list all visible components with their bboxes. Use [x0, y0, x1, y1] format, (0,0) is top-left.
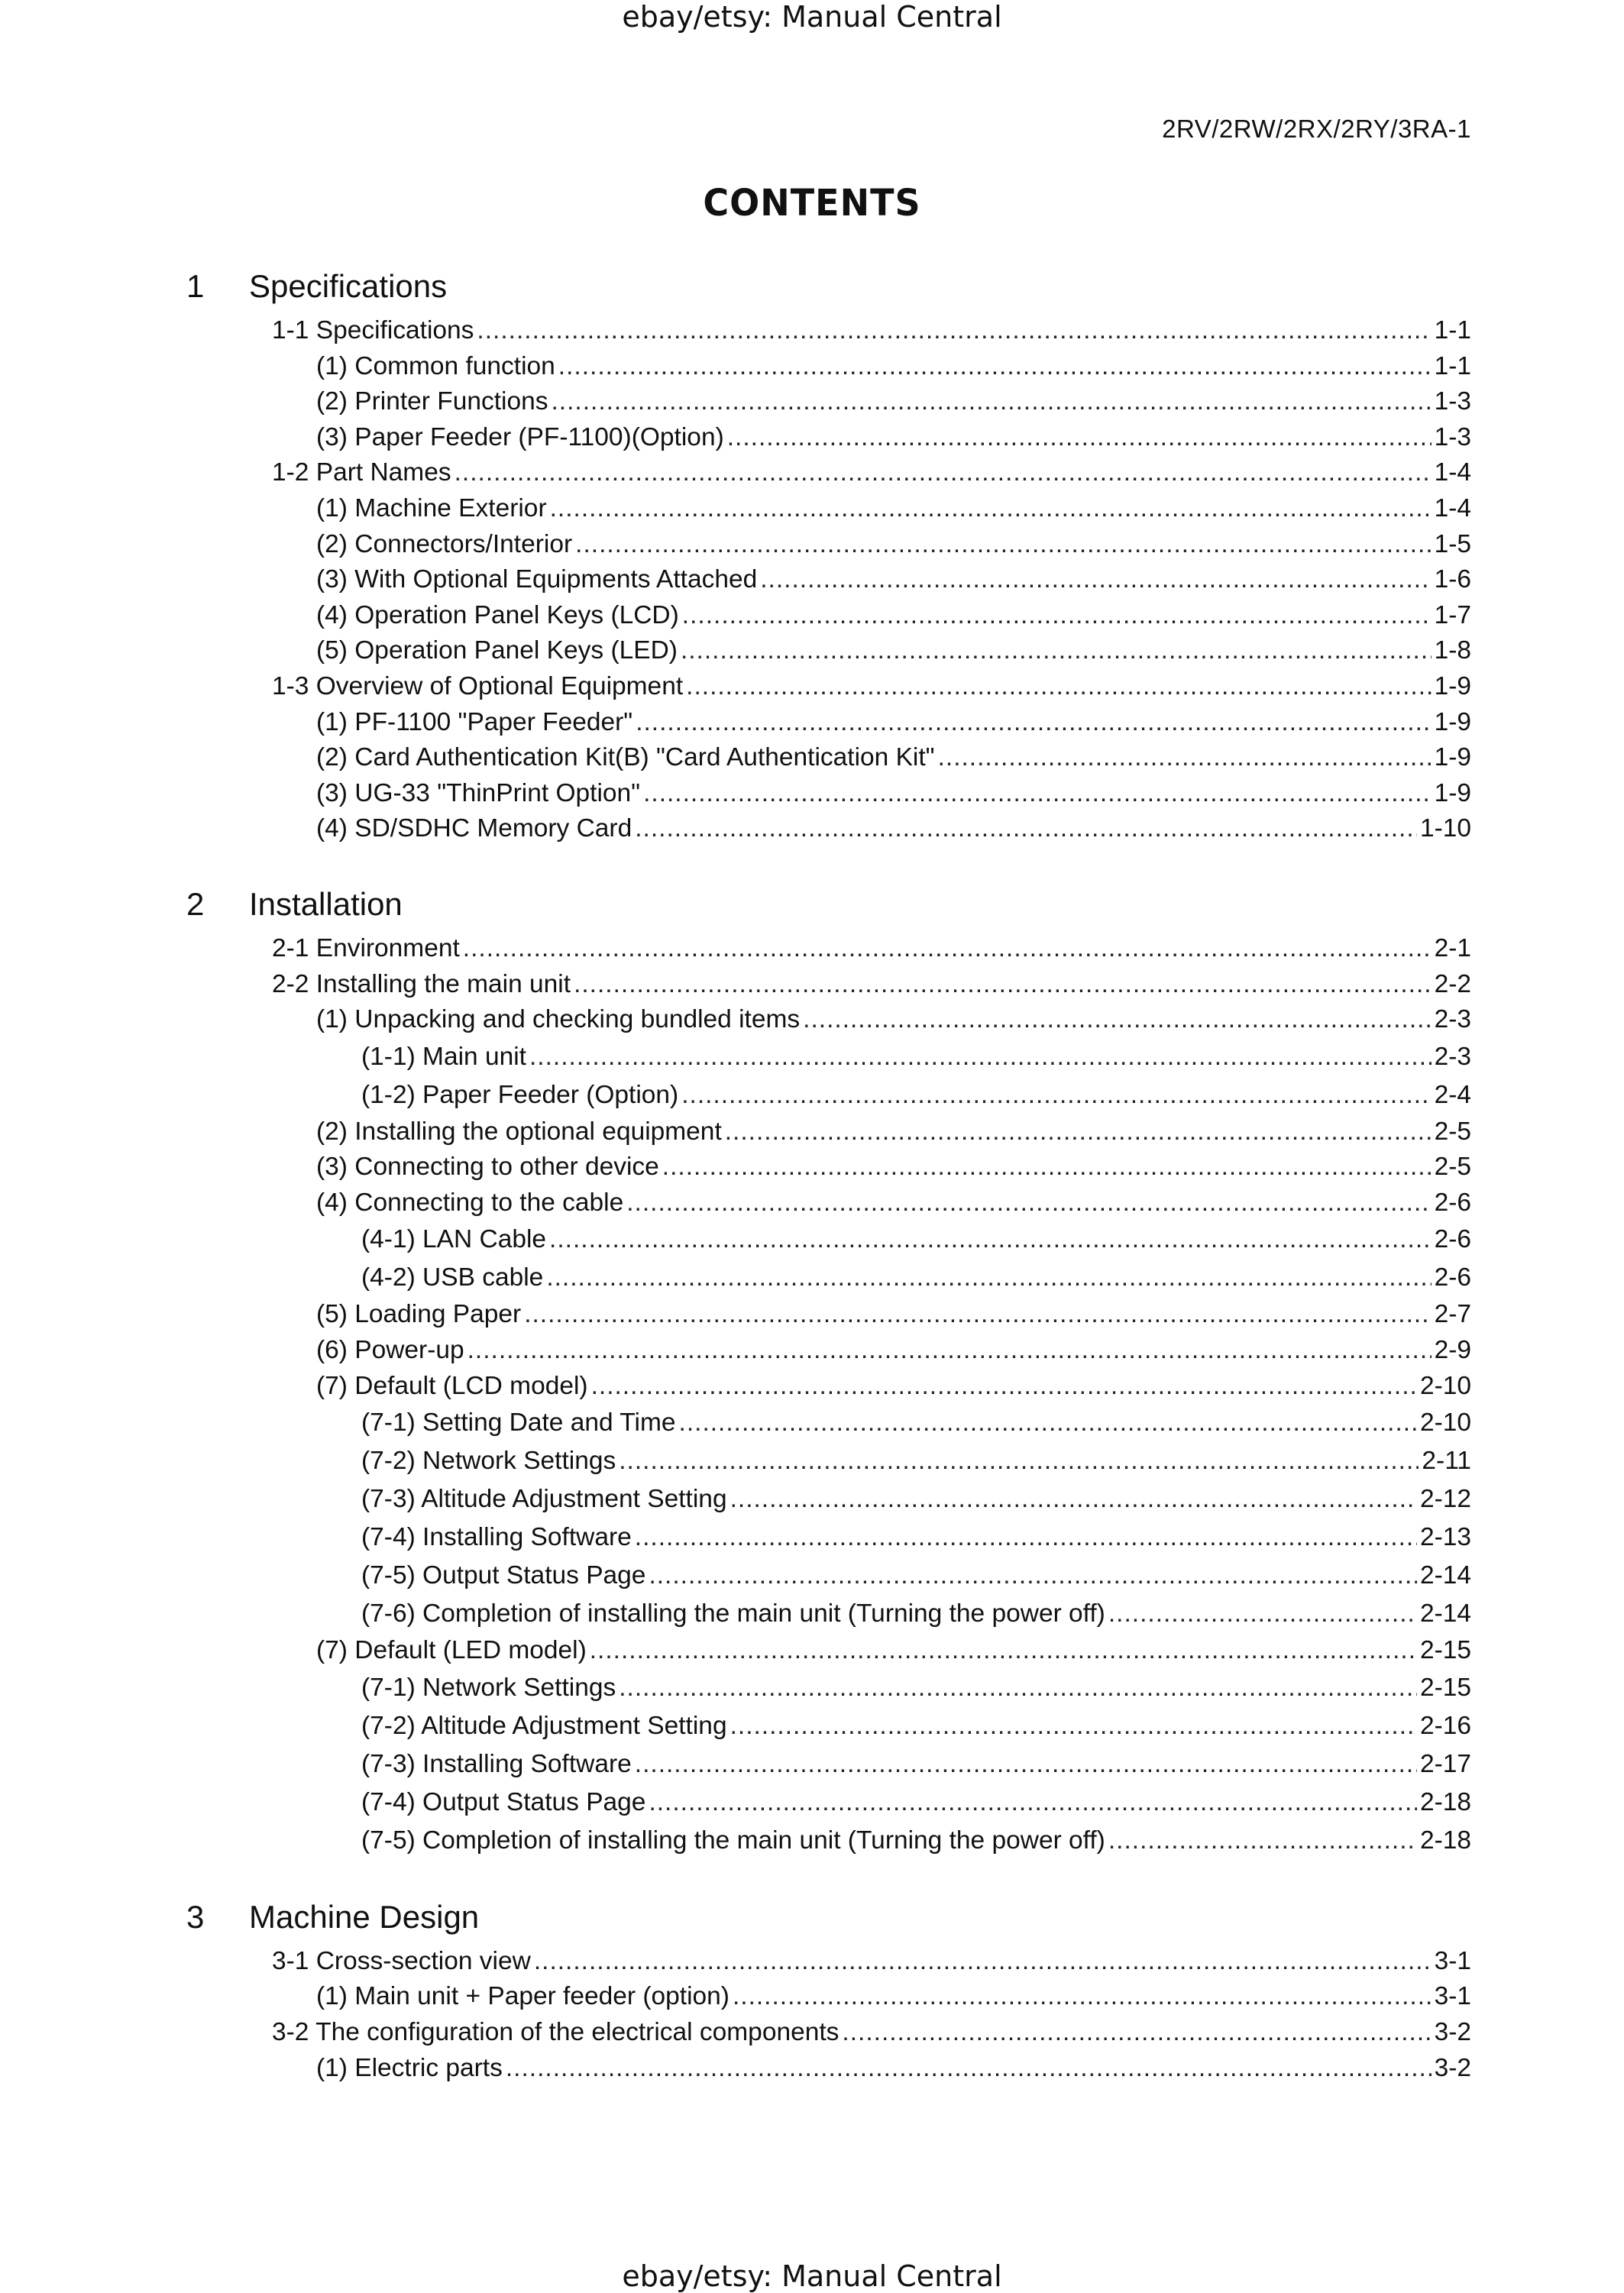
toc-entry-page: 3-1 — [1434, 1982, 1471, 2011]
toc-entry-1-3-4[interactable] — [0, 811, 1624, 847]
toc-entry-label: (7) Default (LED model) — [316, 1636, 587, 1665]
toc-entry-label: 3-1 Cross-section view — [272, 1946, 531, 1975]
toc-entry-1-3-3[interactable] — [0, 776, 1624, 812]
dot-leader — [760, 562, 1431, 598]
chapter-1 — [0, 260, 1624, 847]
dot-leader — [1108, 1822, 1417, 1860]
toc-entry-1-3-1[interactable] — [0, 705, 1624, 741]
toc-entry-label: (1) Electric parts — [316, 2053, 503, 2082]
toc-entry-label: (2) Installing the optional equipment — [316, 1117, 722, 1146]
toc-entry-3-2[interactable] — [0, 2015, 1624, 2051]
toc-entry-2-2-7-3-led[interactable] — [0, 1745, 1624, 1784]
toc-entry-page: 2-17 — [1419, 1749, 1471, 1778]
toc-entry-1-2-4[interactable] — [0, 598, 1624, 634]
dot-leader — [682, 598, 1432, 634]
toc-entry-2-2-4[interactable] — [0, 1185, 1624, 1221]
toc-entry-1-2-3[interactable] — [0, 562, 1624, 598]
dot-leader — [635, 811, 1417, 847]
toc-entry-label: 1-3 Overview of Optional Equipment — [272, 671, 684, 700]
toc-entry-2-2-7-led[interactable] — [0, 1633, 1624, 1669]
toc-entry-3-2-1[interactable] — [0, 2051, 1624, 2087]
dot-leader — [635, 1518, 1417, 1557]
chapter-2 — [0, 878, 1624, 1860]
toc-entry-2-2-7-4-lcd[interactable] — [0, 1518, 1624, 1557]
toc-entry-page: 1-1 — [1434, 351, 1471, 380]
toc-entry-label: (1) Unpacking and checking bundled items — [316, 1005, 801, 1034]
toc-entry-page: 2-2 — [1434, 969, 1471, 998]
toc-entry-1-1-3[interactable] — [0, 420, 1624, 456]
toc-entry-label: (4) Connecting to the cable — [316, 1188, 624, 1217]
dot-leader — [590, 1633, 1417, 1669]
toc-entry-2-2-6[interactable] — [0, 1333, 1624, 1369]
toc-entry-page: 1-6 — [1434, 565, 1471, 594]
dot-leader — [550, 491, 1432, 527]
dot-leader — [730, 1480, 1417, 1518]
dot-leader — [730, 1707, 1417, 1745]
toc-entry-page: 2-12 — [1419, 1485, 1471, 1514]
toc-entry-1-2[interactable] — [0, 455, 1624, 491]
toc-entry-label: (3) Connecting to other device — [316, 1153, 659, 1182]
toc-entry-label: 1-2 Part Names — [272, 458, 451, 487]
dot-leader — [455, 455, 1432, 491]
dot-leader — [574, 967, 1432, 1003]
toc-entry-page: 2-18 — [1419, 1787, 1471, 1816]
dot-leader — [575, 527, 1431, 563]
toc-entry-label: (4) SD/SDHC Memory Card — [316, 814, 632, 843]
toc-entry-page: 1-5 — [1434, 529, 1471, 558]
dot-leader — [649, 1784, 1417, 1822]
toc-entry-page: 1-4 — [1434, 493, 1471, 522]
toc-entry-label: (7-2) Altitude Adjustment Setting — [361, 1711, 727, 1740]
toc-entry-page: 3-2 — [1434, 2018, 1471, 2047]
toc-entry-2-2-7-5-lcd[interactable] — [0, 1557, 1624, 1595]
toc-entry-page: 2-14 — [1419, 1599, 1471, 1628]
dot-leader — [558, 349, 1432, 385]
toc-entry-label: (7-3) Altitude Adjustment Setting — [361, 1485, 727, 1514]
dot-leader — [842, 2015, 1431, 2051]
toc-entry-1-2-1[interactable] — [0, 491, 1624, 527]
toc-entry-label: (4) Operation Panel Keys (LCD) — [316, 600, 679, 629]
toc-entry-label: 2-1 Environment — [272, 933, 460, 962]
dot-leader — [679, 1404, 1417, 1442]
dot-leader — [803, 1002, 1431, 1038]
dot-leader — [1108, 1595, 1417, 1633]
dot-leader — [635, 1745, 1417, 1784]
toc-entry-page: 2-15 — [1419, 1673, 1471, 1702]
toc-entry-3-1-1[interactable] — [0, 1979, 1624, 2015]
toc-entry-2-2-1-1[interactable] — [0, 1038, 1624, 1076]
toc-entry-label: (2) Card Authentication Kit(B) "Card Authentication Kit" — [316, 743, 935, 772]
watermark-bottom: ebay/etsy: Manual Central — [622, 2259, 1002, 2293]
toc-entry-2-2-7-6-lcd[interactable] — [0, 1595, 1624, 1633]
toc-entry-label: (4-1) LAN Cable — [361, 1225, 547, 1254]
toc-entry-label: (1-2) Paper Feeder (Option) — [361, 1080, 679, 1109]
toc-entry-1-1[interactable] — [0, 313, 1624, 349]
watermark-top: ebay/etsy: Manual Central — [622, 0, 1002, 34]
toc-entry-label: (7-5) Output Status Page — [361, 1561, 646, 1590]
dot-leader — [534, 1944, 1432, 1980]
toc-entry-2-2-7-5-led[interactable] — [0, 1822, 1624, 1860]
dot-leader — [524, 1297, 1431, 1333]
toc-entry-label: (4-2) USB cable — [361, 1263, 544, 1292]
toc-entry-2-2-7-4-led[interactable] — [0, 1784, 1624, 1822]
toc-entry-label: (7-4) Output Status Page — [361, 1787, 646, 1816]
toc-entry-1-3-2[interactable] — [0, 740, 1624, 776]
toc-entry-label: (1) Common function — [316, 351, 555, 380]
toc-entry-page: 2-5 — [1434, 1153, 1471, 1182]
toc-entry-label: (3) UG-33 "ThinPrint Option" — [316, 778, 641, 807]
dot-leader — [463, 931, 1432, 967]
toc-entry-2-2-5[interactable] — [0, 1297, 1624, 1333]
toc-entry-label: (1-1) Main unit — [361, 1042, 526, 1071]
toc-entry-label: (7-4) Installing Software — [361, 1523, 632, 1552]
toc-entry-page: 1-9 — [1434, 707, 1471, 736]
toc-entry-page: 3-2 — [1434, 2053, 1471, 2082]
chapter-title: Machine Design — [249, 1898, 480, 1935]
toc-entry-page: 1-9 — [1434, 671, 1471, 700]
dot-leader — [506, 2051, 1432, 2087]
document-id: 2RV/2RW/2RX/2RY/3RA-1 — [1162, 115, 1471, 143]
toc-entry-page: 2-3 — [1434, 1042, 1471, 1071]
dot-leader — [619, 1669, 1417, 1707]
toc-entry-1-2-2[interactable] — [0, 527, 1624, 563]
toc-entry-page: 1-1 — [1434, 316, 1471, 344]
toc-entry-2-2-2[interactable] — [0, 1114, 1624, 1150]
toc-entry-page: 2-11 — [1422, 1447, 1471, 1476]
toc-entry-page: 1-9 — [1434, 778, 1471, 807]
chapter-heading — [0, 878, 1624, 931]
toc-entry-page: 1-3 — [1434, 387, 1471, 416]
toc-entry-page: 2-15 — [1419, 1636, 1471, 1665]
toc-entry-page: 2-6 — [1434, 1188, 1471, 1217]
toc-entry-1-1-2[interactable] — [0, 384, 1624, 420]
toc-entry-page: 2-5 — [1434, 1117, 1471, 1146]
toc-entry-2-2-7-lcd[interactable] — [0, 1369, 1624, 1405]
toc-entry-2-2-1[interactable] — [0, 1002, 1624, 1038]
toc-entry-page: 2-1 — [1434, 933, 1471, 962]
toc-entry-page: 2-10 — [1419, 1408, 1471, 1438]
toc-entry-2-2-1-2[interactable] — [0, 1076, 1624, 1114]
chapter-title: Specifications — [249, 268, 448, 304]
toc-entry-label: (2) Connectors/Interior — [316, 529, 573, 558]
toc-entry-2-2-7-2-led[interactable] — [0, 1707, 1624, 1745]
dot-leader — [649, 1557, 1417, 1595]
toc-entry-2-2-7-1-lcd[interactable] — [0, 1404, 1624, 1442]
toc-entry-2-2-7-2-lcd[interactable] — [0, 1442, 1624, 1480]
toc-entry-label: (7-1) Network Settings — [361, 1673, 616, 1702]
dot-leader — [938, 740, 1432, 776]
toc-entry-label: 1-1 Specifications — [272, 316, 474, 344]
dot-leader — [662, 1150, 1432, 1185]
dot-leader — [725, 1114, 1432, 1150]
page-title: CONTENTS — [703, 180, 921, 225]
toc-entry-label: 2-2 Installing the main unit — [272, 969, 571, 998]
toc-entry-1-2-5[interactable] — [0, 633, 1624, 669]
toc-entry-2-1[interactable] — [0, 931, 1624, 967]
toc-entry-page: 2-16 — [1419, 1711, 1471, 1740]
chapter-heading — [0, 260, 1624, 313]
toc-entry-1-1-1[interactable] — [0, 349, 1624, 385]
toc-entry-label: (1) Main unit + Paper feeder (option) — [316, 1982, 730, 2011]
toc-entry-2-2-4-1[interactable] — [0, 1221, 1624, 1259]
toc-entry-label: (5) Loading Paper — [316, 1300, 522, 1329]
dot-leader — [686, 669, 1431, 705]
toc-entry-label: 3-2 The configuration of the electrical components — [272, 2018, 839, 2047]
toc-entry-label: (5) Operation Panel Keys (LED) — [316, 636, 678, 665]
chapter-number: 1 — [186, 268, 205, 304]
chapter-number: 3 — [186, 1898, 205, 1935]
toc-entry-2-2[interactable] — [0, 967, 1624, 1003]
chapter-title: Installation — [249, 885, 403, 922]
toc-entry-page: 2-6 — [1434, 1263, 1471, 1292]
toc-entry-3-1[interactable] — [0, 1944, 1624, 1980]
toc-entry-page: 1-8 — [1434, 636, 1471, 665]
toc-entry-label: (7-6) Completion of installing the main unit (Turning the power off) — [361, 1599, 1105, 1628]
toc-entry-page: 2-14 — [1419, 1561, 1471, 1590]
dot-leader — [591, 1369, 1417, 1405]
toc-entry-page: 1-9 — [1434, 743, 1471, 772]
toc-entry-label: (1) Machine Exterior — [316, 493, 547, 522]
dot-leader — [733, 1979, 1432, 2015]
toc-entry-2-2-7-1-led[interactable] — [0, 1669, 1624, 1707]
toc-entry-page: 1-10 — [1419, 814, 1471, 843]
toc-entry-2-2-3[interactable] — [0, 1150, 1624, 1185]
dot-leader — [529, 1038, 1432, 1076]
toc-entry-2-2-4-2[interactable] — [0, 1259, 1624, 1297]
chapter-heading — [0, 1890, 1624, 1944]
toc-entry-label: (7-1) Setting Date and Time — [361, 1408, 676, 1438]
toc-entry-page: 1-7 — [1434, 600, 1471, 629]
toc-entry-page: 2-10 — [1419, 1371, 1471, 1400]
toc-entry-label: (7-3) Installing Software — [361, 1749, 632, 1778]
toc-entry-page: 3-1 — [1434, 1946, 1471, 1975]
dot-leader — [681, 1076, 1431, 1114]
toc-entry-label: (7-2) Network Settings — [361, 1447, 616, 1476]
toc-entry-label: (2) Printer Functions — [316, 387, 548, 416]
chapter-number: 2 — [186, 885, 205, 922]
dot-leader — [626, 1185, 1431, 1221]
toc-entry-1-3[interactable] — [0, 669, 1624, 705]
toc-entry-page: 2-9 — [1434, 1336, 1471, 1365]
toc-entry-label: (7) Default (LCD model) — [316, 1371, 588, 1400]
toc-entry-label: (3) With Optional Equipments Attached — [316, 565, 758, 594]
dot-leader — [636, 705, 1431, 741]
dot-leader — [619, 1442, 1419, 1480]
chapter-3 — [0, 1890, 1624, 2086]
dot-leader — [467, 1333, 1432, 1369]
dot-leader — [477, 313, 1431, 349]
dot-leader — [643, 776, 1432, 812]
dot-leader — [546, 1259, 1431, 1297]
toc-entry-label: (6) Power-up — [316, 1336, 464, 1365]
toc-entry-page: 1-4 — [1434, 458, 1471, 487]
toc-entry-page: 2-6 — [1434, 1225, 1471, 1254]
table-of-contents — [0, 260, 1624, 2117]
dot-leader — [549, 1221, 1432, 1259]
toc-entry-2-2-7-3-lcd[interactable] — [0, 1480, 1624, 1518]
toc-entry-page: 2-7 — [1434, 1300, 1471, 1329]
dot-leader — [551, 384, 1431, 420]
toc-entry-page: 2-13 — [1419, 1523, 1471, 1552]
toc-entry-label: (7-5) Completion of installing the main unit (Turning the power off) — [361, 1826, 1105, 1855]
toc-entry-label: (1) PF-1100 "Paper Feeder" — [316, 707, 633, 736]
toc-entry-page: 1-3 — [1434, 422, 1471, 451]
dot-leader — [727, 420, 1432, 456]
toc-entry-label: (3) Paper Feeder (PF-1100)(Option) — [316, 422, 724, 451]
toc-entry-page: 2-4 — [1434, 1080, 1471, 1109]
dot-leader — [681, 633, 1432, 669]
toc-entry-page: 2-18 — [1419, 1826, 1471, 1855]
toc-entry-page: 2-3 — [1434, 1005, 1471, 1034]
